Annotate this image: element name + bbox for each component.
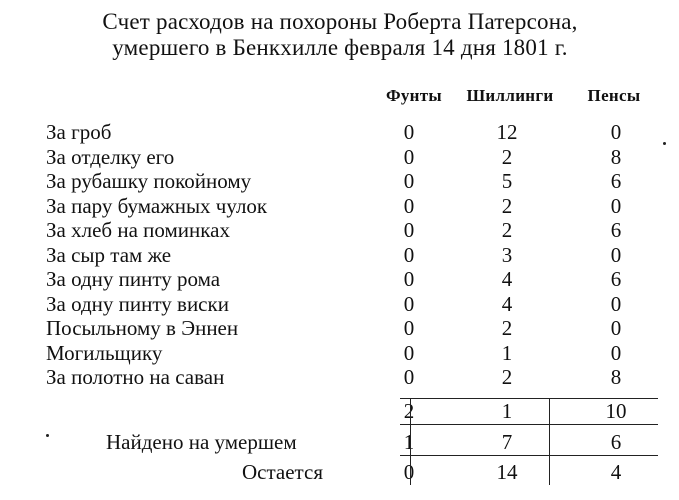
expense-item-pounds: 0 bbox=[403, 365, 415, 389]
expense-item-pounds: 0 bbox=[403, 169, 415, 193]
expense-item-pence: 0 bbox=[610, 316, 622, 340]
found-rule bbox=[400, 455, 658, 456]
expense-item-label: За полотно на саван bbox=[46, 365, 225, 389]
expense-item-pounds: 0 bbox=[403, 316, 415, 340]
expense-item-pounds: 0 bbox=[403, 267, 415, 291]
expense-item-label: За хлеб на поминках bbox=[46, 218, 230, 242]
expense-item-label: За одну пинту рома bbox=[46, 267, 221, 291]
remaining-shillings: 14 bbox=[496, 460, 518, 484]
expense-item-label: За отделку его bbox=[46, 145, 175, 169]
found-label: Найдено на умершем bbox=[106, 430, 297, 454]
expense-item-pence: 6 bbox=[610, 169, 622, 193]
separator-shillings bbox=[549, 398, 550, 485]
separator-pounds-found bbox=[410, 424, 411, 455]
expense-item-label: За рубашку покойному bbox=[46, 169, 252, 193]
found-pence: 6 bbox=[610, 430, 622, 454]
found-pounds: 1 bbox=[403, 430, 415, 454]
total-shillings: 1 bbox=[501, 399, 513, 423]
expense-item-shillings: 1 bbox=[501, 341, 513, 365]
expense-item-pence: 0 bbox=[610, 292, 622, 316]
expense-item-pence: 6 bbox=[610, 218, 622, 242]
document-title-line-2: умершего в Бенкхилле февраля 14 дня 1801 г. bbox=[112, 35, 568, 60]
expense-item-pounds: 0 bbox=[403, 145, 415, 169]
expense-item-shillings: 4 bbox=[501, 267, 513, 291]
expense-item-shillings: 2 bbox=[501, 145, 513, 169]
expense-item-shillings: 2 bbox=[501, 316, 513, 340]
expense-item-label: За пару бумажных чулок bbox=[46, 194, 268, 218]
remaining-label: Остается bbox=[242, 460, 323, 484]
expense-item-pence: 6 bbox=[610, 267, 622, 291]
separator-pounds-total bbox=[410, 398, 411, 424]
expense-item-shillings: 2 bbox=[501, 218, 513, 242]
expense-item-label: За гроб bbox=[46, 120, 112, 144]
total-pence: 10 bbox=[605, 399, 627, 423]
expense-item-pounds: 0 bbox=[403, 218, 415, 242]
expense-item-shillings: 2 bbox=[501, 365, 513, 389]
expense-item-shillings: 2 bbox=[501, 194, 513, 218]
expense-item-pence: 8 bbox=[610, 145, 622, 169]
separator-pounds-remaining bbox=[410, 455, 411, 485]
remaining-pounds: 0 bbox=[403, 460, 415, 484]
expense-item-label: За одну пинту виски bbox=[46, 292, 229, 316]
print-speck bbox=[46, 434, 49, 437]
expense-item-label: Могильщику bbox=[46, 341, 163, 365]
column-header-pounds: Фунты bbox=[385, 86, 443, 105]
found-shillings: 7 bbox=[501, 430, 513, 454]
expense-item-pounds: 0 bbox=[403, 243, 415, 267]
remaining-pence: 4 bbox=[610, 460, 622, 484]
expense-item-label: Посыльному в Эннен bbox=[46, 316, 239, 340]
column-header-shillings: Шиллинги bbox=[466, 86, 554, 105]
document-title-line-1: Счет расходов на похороны Роберта Патерсона, bbox=[102, 9, 578, 34]
expense-item-pence: 0 bbox=[610, 120, 622, 144]
expense-item-label: За сыр там же bbox=[46, 243, 172, 267]
total-pounds: 2 bbox=[403, 399, 415, 423]
expense-item-pounds: 0 bbox=[403, 194, 415, 218]
expense-item-pence: 8 bbox=[610, 365, 622, 389]
total-rule bbox=[400, 424, 658, 425]
expense-item-pence: 0 bbox=[610, 341, 622, 365]
expense-item-pounds: 0 bbox=[403, 292, 415, 316]
expense-item-shillings: 12 bbox=[496, 120, 518, 144]
expense-item-shillings: 3 bbox=[501, 243, 513, 267]
column-header-pence: Пенсы bbox=[587, 86, 641, 105]
expense-item-shillings: 4 bbox=[501, 292, 513, 316]
print-speck bbox=[663, 142, 666, 145]
expense-item-pence: 0 bbox=[610, 194, 622, 218]
expense-item-pounds: 0 bbox=[403, 341, 415, 365]
expense-item-pence: 0 bbox=[610, 243, 622, 267]
expense-item-shillings: 5 bbox=[501, 169, 513, 193]
expense-item-pounds: 0 bbox=[403, 120, 415, 144]
